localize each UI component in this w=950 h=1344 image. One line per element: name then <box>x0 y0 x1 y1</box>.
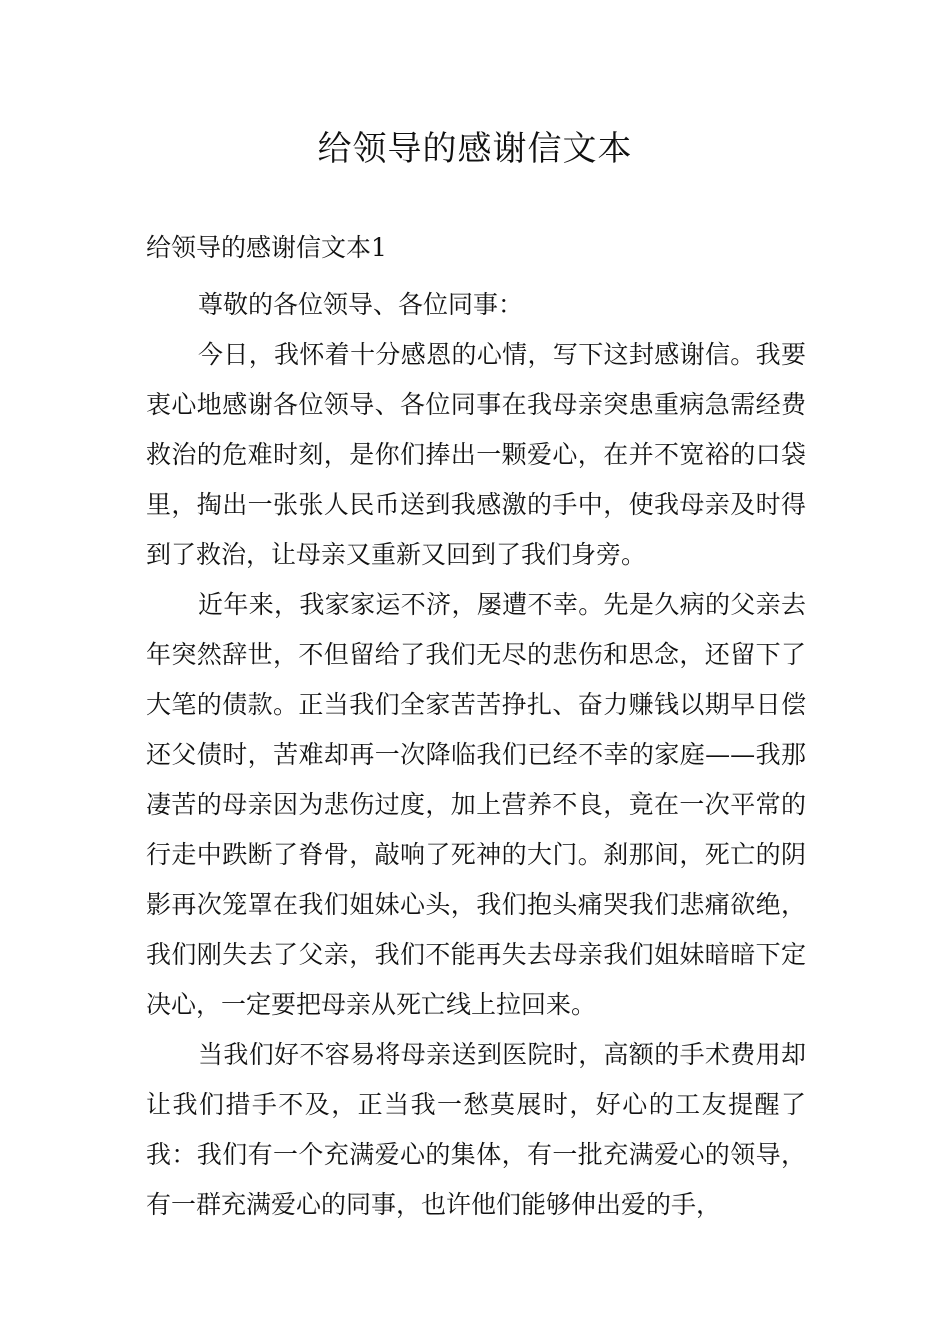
section-heading: 给领导的感谢信文本1 <box>146 233 387 262</box>
body-paragraph-3: 当我们好不容易将母亲送到医院时，高额的手术费用却让我们措手不及，正当我一愁莫展时，好心的工友提醒了我：我们有一个充满爱心的集体，有一批充满爱心的领导，有一群充满爱心的同事，也许他们能够伸出爱的手， <box>146 1040 806 1219</box>
salutation-paragraph: 尊敬的各位领导、各位同事： <box>198 290 524 319</box>
document-title: 给领导的感谢信文本 <box>317 129 633 169</box>
body-paragraph-2: 近年来，我家家运不济，屡遭不幸。先是久病的父亲去年突然辞世，不但留给了我们无尽的悲伤和思念，还留下了大笔的债款。正当我们全家苦苦挣扎、奋力赚钱以期早日偿还父债时，苦难却再一次降临我们已经不幸的家庭——我那凄苦的母亲因为悲伤过度，加上营养不良，竟在一次平常的行走中跌断了脊骨，敲响了死神的大门。刹那间，死亡的阴影再次笼罩在我们姐妹心头，我们抱头痛哭我们悲痛欲绝，我们刚失去了父亲，我们不能再失去母亲我们姐妹暗暗下定决心，一定要把母亲从死亡线上拉回来。 <box>146 590 806 1019</box>
letter-body <box>146 280 806 1230</box>
body-paragraph-1: 今日，我怀着十分感恩的心情，写下这封感谢信。我要衷心地感谢各位领导、各位同事在我母亲突患重病急需经费救治的危难时刻，是你们捧出一颗爱心，在并不宽裕的口袋里，掏出一张张人民币送到我感激的手中，使我母亲及时得到了救治，让母亲又重新又回到了我们身旁。 <box>146 340 806 569</box>
